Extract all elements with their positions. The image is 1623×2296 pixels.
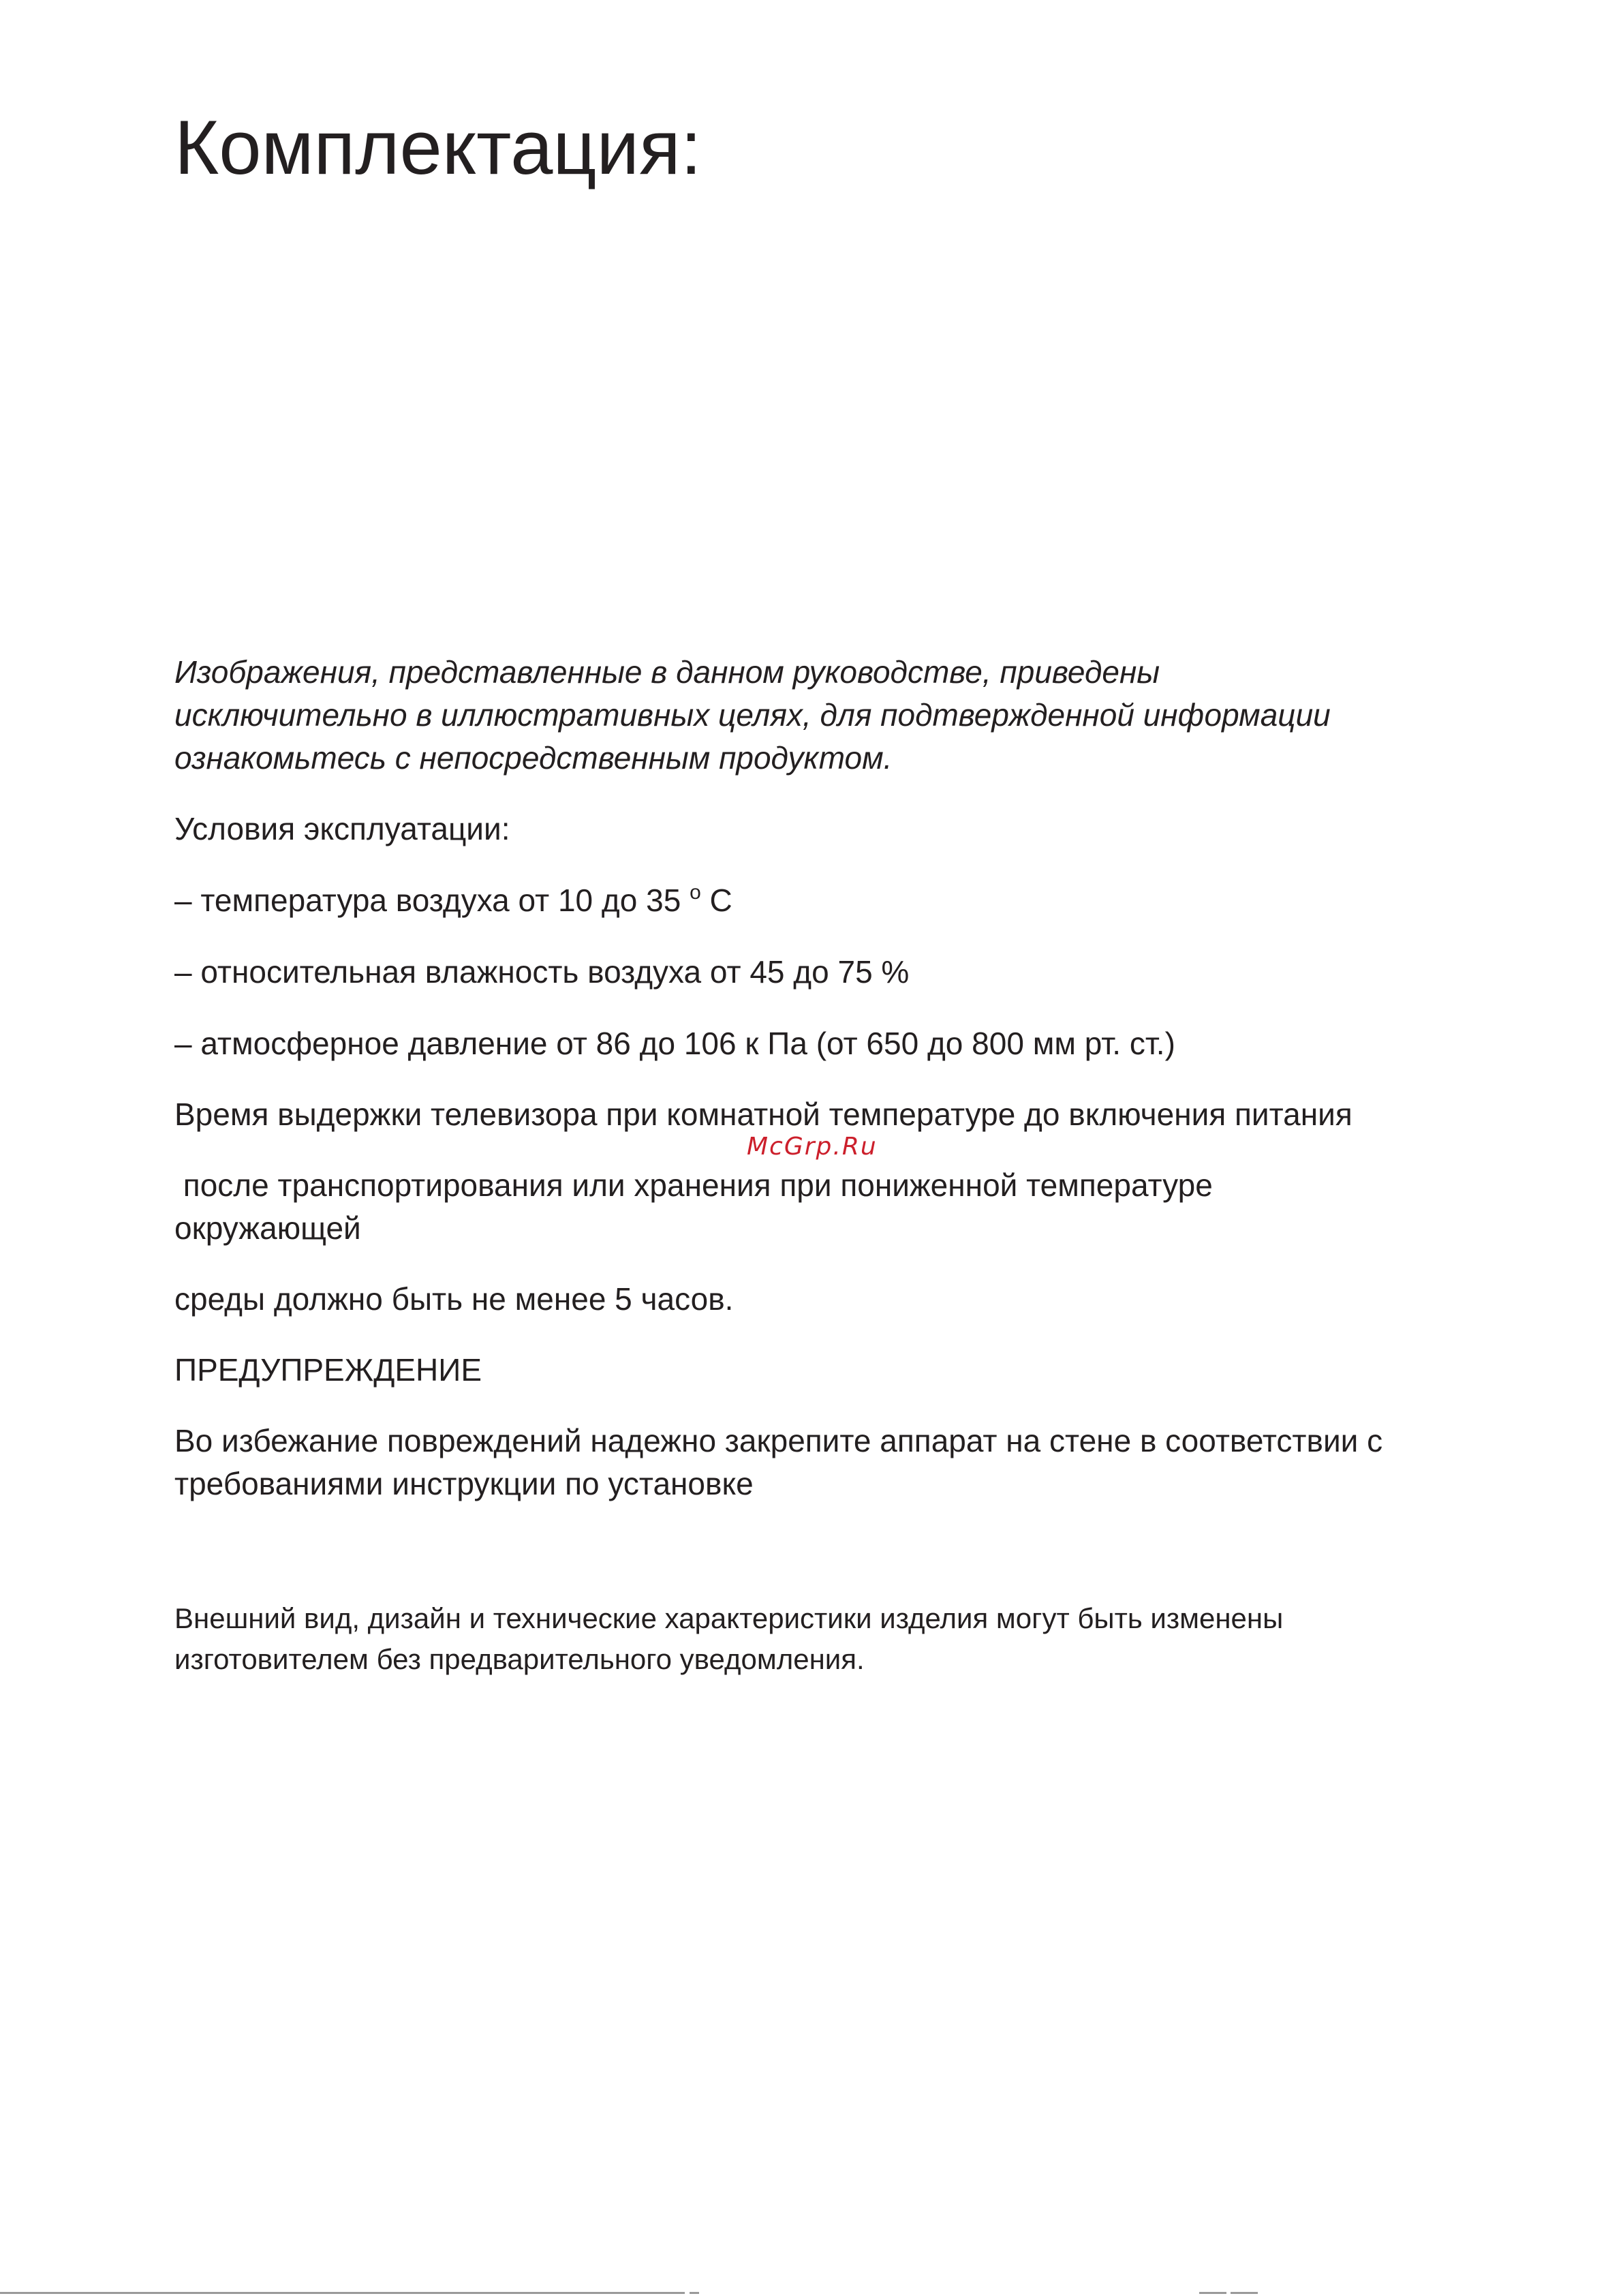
change-notice-line: изготовителем без предварительного уведомления. bbox=[174, 1643, 865, 1675]
footer-rule-mark bbox=[1199, 2292, 1226, 2294]
warning-heading: ПРЕДУПРЕЖДЕНИЕ bbox=[174, 1352, 482, 1388]
temperature-unit: С bbox=[709, 883, 732, 918]
holding-time-line: окружающей bbox=[174, 1210, 361, 1246]
change-notice-line: Внешний вид, дизайн и технические характеристики изделия могут быть изменены bbox=[174, 1602, 1284, 1634]
page-title: Комплектация: bbox=[174, 105, 702, 190]
footer-rule-mark bbox=[1231, 2292, 1258, 2294]
temperature-text: – температура воздуха от 10 до 35 bbox=[174, 883, 681, 918]
pressure-condition: – атмосферное давление от 86 до 106 к Па (от 650 до 800 мм рт. ст.) bbox=[174, 1026, 1175, 1061]
temperature-condition bbox=[174, 879, 1449, 922]
holding-time-line: среды должно быть не менее 5 часов. bbox=[174, 1281, 734, 1317]
footer-rule-mark bbox=[690, 2292, 699, 2294]
holding-time-line: после транспортирования или хранения при пониженной температуре bbox=[174, 1167, 1213, 1203]
holding-time-line: Время выдержки телевизора при комнатной температуре до включения питания bbox=[174, 1097, 1352, 1132]
disclaimer-line: исключительно в иллюстративных целях, для подтвержденной информации bbox=[174, 697, 1331, 733]
degree-mark: o bbox=[690, 881, 701, 904]
humidity-condition: – относительная влажность воздуха от 45 до 75 % bbox=[174, 954, 910, 990]
warning-line: Во избежание повреждений надежно закрепите аппарат на стене в соответствии с bbox=[174, 1423, 1383, 1458]
watermark: McGrp.Ru bbox=[747, 1133, 878, 1161]
disclaimer-line: ознакомьтесь с непосредственным продуктом. bbox=[174, 740, 893, 776]
operating-conditions-heading: Условия эксплуатации: bbox=[174, 811, 510, 846]
disclaimer-line: Изображения, представленные в данном руководстве, приведены bbox=[174, 654, 1160, 690]
warning-line: требованиями инструкции по установке bbox=[174, 1466, 754, 1501]
footer-rule-left bbox=[0, 2292, 685, 2294]
